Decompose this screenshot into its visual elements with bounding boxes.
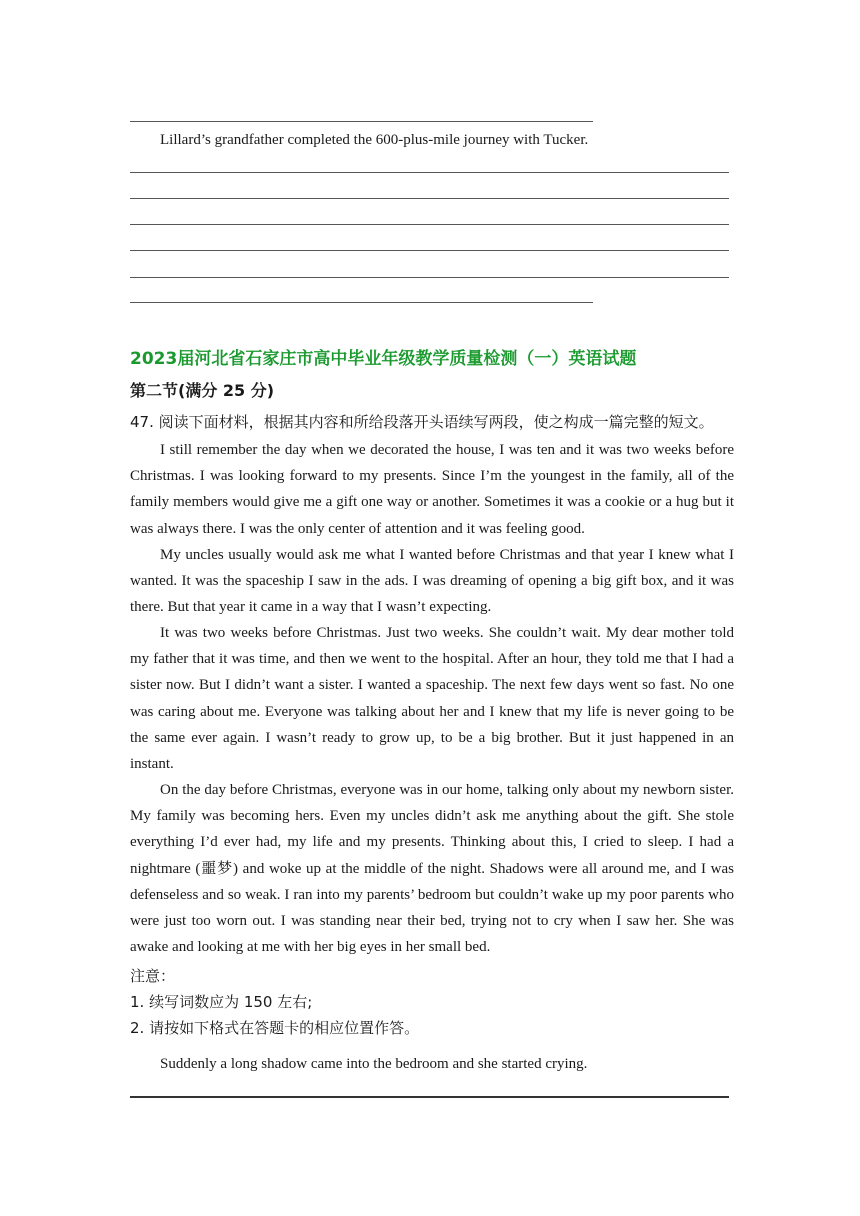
exam-title: 2023届河北省石家庄市高中毕业年级教学质量检测（一）英语试题 bbox=[130, 349, 637, 369]
answer-line bbox=[130, 198, 729, 199]
answer-line bbox=[130, 172, 729, 173]
passage-paragraph-1: I still remember the day when we decorated the house, I was ten and it was two weeks before Christmas. I was looking forward to my presents. Since I’m the youngest in the family, all of the family members would give me a gift one way or another. Sometimes it was a cookie or a hug but it was always there. I was the only center of attention and it was feeling good. bbox=[130, 442, 734, 537]
section-heading: 第二节(满分 25 分) bbox=[130, 381, 275, 400]
answer-line bbox=[130, 277, 729, 278]
note-label: 注意： bbox=[130, 967, 176, 985]
note-item-2: 2. 请按如下格式在答题卡的相应位置作答。 bbox=[130, 1019, 420, 1037]
answer-line bbox=[130, 121, 593, 122]
answer-line bbox=[130, 1096, 729, 1098]
passage-paragraph-4: On the day before Christmas, everyone was in our home, talking only about my newborn sister. My family was becoming hers. Even my uncles didn’t ask me anything about the gift. She stole everything I’d ever had, my life and my presents. Thinking about this, I cried to sleep. I had a nightmare (噩梦) and woke up at the middle of the night. Shadows were all around me, and I was defenseless and so weak. I ran into my parents’ bedroom but couldn’t wake up my poor parents who were just too worn out. I was standing near their bed, trying not to cry when I saw her. She was awake and looking at me with her big eyes in her small bed. bbox=[130, 782, 734, 956]
answer-line bbox=[130, 250, 729, 251]
continuation-prompt-2: Suddenly a long shadow came into the bedroom and she started crying. bbox=[160, 1056, 588, 1072]
answer-line bbox=[130, 224, 729, 225]
note-item-1: 1. 续写词数应为 150 左右; bbox=[130, 993, 313, 1011]
answer-line bbox=[130, 302, 593, 303]
continuation-prompt-1: Lillard’s grandfather completed the 600-plus-mile journey with Tucker. bbox=[160, 132, 589, 148]
passage-paragraph-3: It was two weeks before Christmas. Just two weeks. She couldn’t wait. My dear mother told my father that it was time, and then we went to the hospital. After an hour, they told me that I had a sister now. But I didn’t want a sister. I wanted a spaceship. The next few days went so fast. No one was caring about me. Everyone was talking about her and I knew that my life is never going to be the same ever again. I wasn’t ready to grow up, to be a big brother. But it just happened in an instant. bbox=[130, 625, 734, 773]
passage-paragraph-2: My uncles usually would ask me what I wanted before Christmas and that year I knew what I wanted. It was the spaceship I saw in the ads. I was dreaming of opening a big gift box, and it was there. But that year it came in a way that I wasn’t expecting. bbox=[130, 547, 734, 616]
question-instruction: 47. 阅读下面材料，根据其内容和所给段落开头语续写两段，使之构成一篇完整的短文。 bbox=[130, 413, 714, 431]
